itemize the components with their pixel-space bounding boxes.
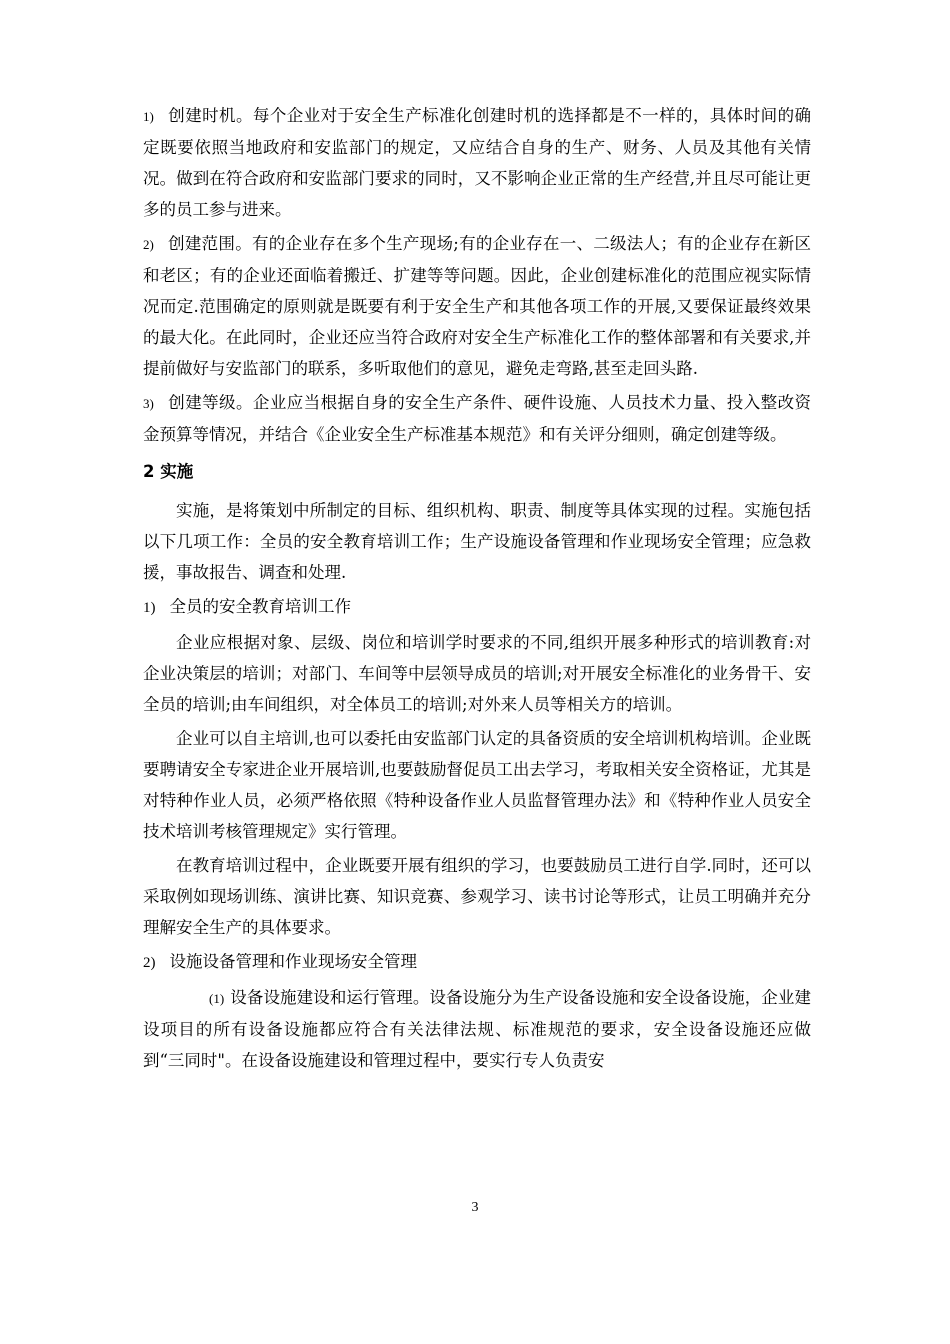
list-number: 2): [143, 955, 156, 971]
section-intro-paragraph: 实施，是将策划中所制定的目标、组织机构、职责、制度等具体实现的过程。实施包括以下几项工作：全员的安全教育培训工作；生产设施设备管理和作业现场安全管理；应急救援，事故报告、调查和处理.: [143, 501, 811, 582]
list-item-creation-level: [143, 387, 811, 450]
page-number: 3: [471, 1200, 479, 1215]
list-item-creation-scope: [143, 228, 811, 384]
training-paragraph-3: 在教育培训过程中，企业既要开展有组织的学习，也要鼓励员工进行自学.同时，还可以采取例如现场训练、演讲比赛、知识竞赛、参观学习、读书讨论等形式，让员工明确并充分理解安全生产的具体要求。: [143, 856, 811, 937]
training-paragraph-1: 企业应根据对象、层级、岗位和培训学时要求的不同,组织开展多种形式的培训教育:对企业决策层的培训；对部门、车间等中层领导成员的培训;对开展安全标准化的业务骨干、安全员的培训;由车间组织，对全体员工的培训;对外来人员等相关方的培训。: [143, 633, 811, 714]
equipment-paragraph-1: [143, 982, 811, 1076]
list-number: 1): [143, 109, 154, 124]
list-number: 2): [143, 237, 154, 252]
subsection-title-equipment: [143, 946, 811, 979]
training-paragraph-2: 企业可以自主培训,也可以委托由安监部门认定的具备资质的安全培训机构培训。企业既要聘请安全专家进企业开展培训,也要鼓励督促员工出去学习，考取相关安全资格证，尤其是对特种作业人员，必须严格依照《特种设备作业人员监督管理办法》和《特种作业人员安全技术培训考核管理规定》实行管理。: [143, 729, 811, 841]
section-heading: 2 实施: [143, 462, 194, 481]
list-item-text: 创建时机。每个企业对于安全生产标准化创建时机的选择都是不一样的，具体时间的确定既要依照当地政府和安监部门的规定，又应结合自身的生产、财务、人员及其他有关情况。做到在符合政府和安监部门要求的同时，又不影响企业正常的生产经营,并且尽可能让更多的员工参与进来。: [143, 106, 811, 219]
list-number: 3): [143, 396, 154, 411]
equipment-paragraph-text: 设备设施建设和运行管理。设备设施分为生产设备设施和安全设备设施，企业建设项目的所有设备设施都应符合有关法律法规、标准规范的要求，安全设备设施还应做到“三同时"。在设备设施建设和管理过程中，要实行专人负责安: [143, 988, 811, 1070]
subsection-title-training: [143, 591, 811, 624]
list-item-creation-timing: [143, 100, 811, 225]
subsection-title-text: 设施设备管理和作业现场安全管理: [169, 952, 417, 971]
list-item-text: 创建范围。有的企业存在多个生产现场;有的企业存在一、二级法人；有的企业存在新区和老区；有的企业还面临着搬迁、扩建等等问题。因此，企业创建标准化的范围应视实际情况而定.范围确定的原则就是既要有利于安全生产和其他各项工作的开展,又要保证最终效果的最大化。在此同时，企业还应当符合政府对安全生产标准化工作的整体部署和有关要求,并提前做好与安监部门的联系，多听取他们的意见，避免走弯路,甚至走回头路.: [143, 234, 811, 378]
list-number: 1): [143, 600, 156, 616]
document-body: [143, 100, 811, 1079]
subsection-title-text: 全员的安全教育培训工作: [169, 597, 351, 616]
list-item-text: 创建等级。企业应当根据自身的安全生产条件、硬件设施、人员技术力量、投入整改资金预算等情况，并结合《企业安全生产标准基本规范》和有关评分细则，确定创建等级。: [143, 393, 811, 444]
sub-list-number: (1): [209, 991, 225, 1006]
